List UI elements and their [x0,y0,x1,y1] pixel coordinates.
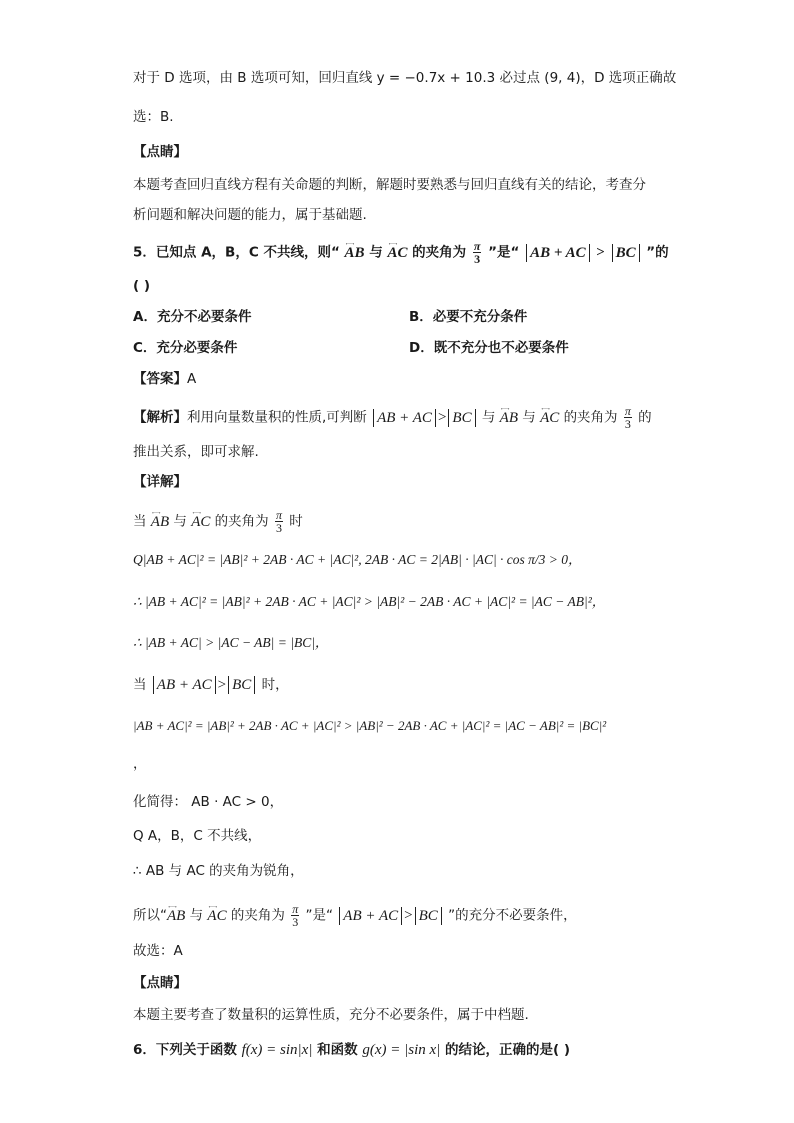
intro-line-2: 选：B. [133,109,174,125]
detail-noncollinear: Q A，B，C 不共线， [133,828,262,844]
intro-line-1: 对于 D 选项，由 B 选项可知，回归直线 y = −0.7x + 10.3 必过点 (9, 4)，D 选项正确故 [133,70,677,86]
option-c: C．充分必要条件 [133,340,238,356]
detail-equation-1: Q|AB + AC|² = |AB|² + 2AB · AC + |AC|², 2AB · AC = 2|AB| · |AC| · cos π/3 > 0， [133,552,582,567]
detail-equation-3: ∴ |AB + AC| > |AC − AB| = |BC|， [133,635,329,650]
comment2-line-1: 本题主要考查了数量积的运算性质，充分不必要条件，属于中档题. [133,1007,529,1023]
comment-heading: 【点睛】 [133,144,187,160]
comment-line-1: 本题考查回归直线方程有关命题的判断，解题时要熟悉与回归直线有关的结论，考查分 [133,177,646,193]
pi-over-3-fraction: $\frac{\pi}{3}$ [275,508,282,535]
pi-over-3-fraction: $\frac{\pi}{3}$ [473,239,481,266]
detail-comma: ， [133,756,147,772]
detail-when-1: 当 ←→ AB 与 ←→ AC 的夹角为 $\frac{\pi}{3}$ 时 [133,509,303,534]
option-b: B．必要不充分条件 [409,309,528,325]
pi-over-3-fraction: $\frac{\pi}{3}$ [292,902,299,929]
question-5-stem: 5．已知点 A，B，C 不共线，则“ ←→ AB 与 ←→ AC 的夹角为 $\frac{\pi}{3}$ ”是“ AB + AC > BC ”的 [133,240,669,265]
detail-when-2: 当 AB + AC > BC 时， [133,677,289,693]
comment-line-2: 析问题和解决问题的能力，属于基础题. [133,207,367,223]
detail-equation-4: |AB + AC|² = |AB|² + 2AB · AC + |AC|² > |AB|² − 2AB · AC + |AC|² = |AC − AB|² = |BC|² [133,718,607,733]
analysis-line-1: 【解析】利用向量数量积的性质,可判断 AB + AC > BC 与 ←→ AB 与 ←→ AC 的夹角为 $\frac{\pi}{3}$ 的 [133,405,652,430]
detail-equation-2: ∴ |AB + AC|² = |AB|² + 2AB · AC + |AC|² > |AB|² − 2AB · AC + |AC|² = |AC − AB|²， [133,594,606,609]
pi-over-3-fraction: $\frac{\pi}{3}$ [624,404,631,431]
option-a: A．充分不必要条件 [133,309,252,325]
detail-heading: 【详解】 [133,474,187,490]
analysis-line-2: 推出关系，即可求解. [133,444,259,460]
answer-line: 【答案】A [133,371,197,387]
detail-choice: 故选：A [133,943,183,959]
detail-acute: ∴ AB 与 AC 的夹角为锐角， [133,863,304,879]
comment2-heading: 【点睛】 [133,975,187,991]
option-d: D．既不充分也不必要条件 [409,340,569,356]
detail-conclusion: 所以“←→ AB 与 ←→ AC 的夹角为 $\frac{\pi}{3}$ ”是“ AB + AC > BC ”的充分不必要条件， [133,903,577,928]
question-6-stem: 6．下列关于函数 f(x) = sin|x| 和函数 g(x) = |sin x| 的结论，正确的是( ) [133,1042,571,1058]
detail-simplify: 化简得： AB · AC > 0， [133,794,284,810]
question-5-paren: ( ) [133,278,151,294]
